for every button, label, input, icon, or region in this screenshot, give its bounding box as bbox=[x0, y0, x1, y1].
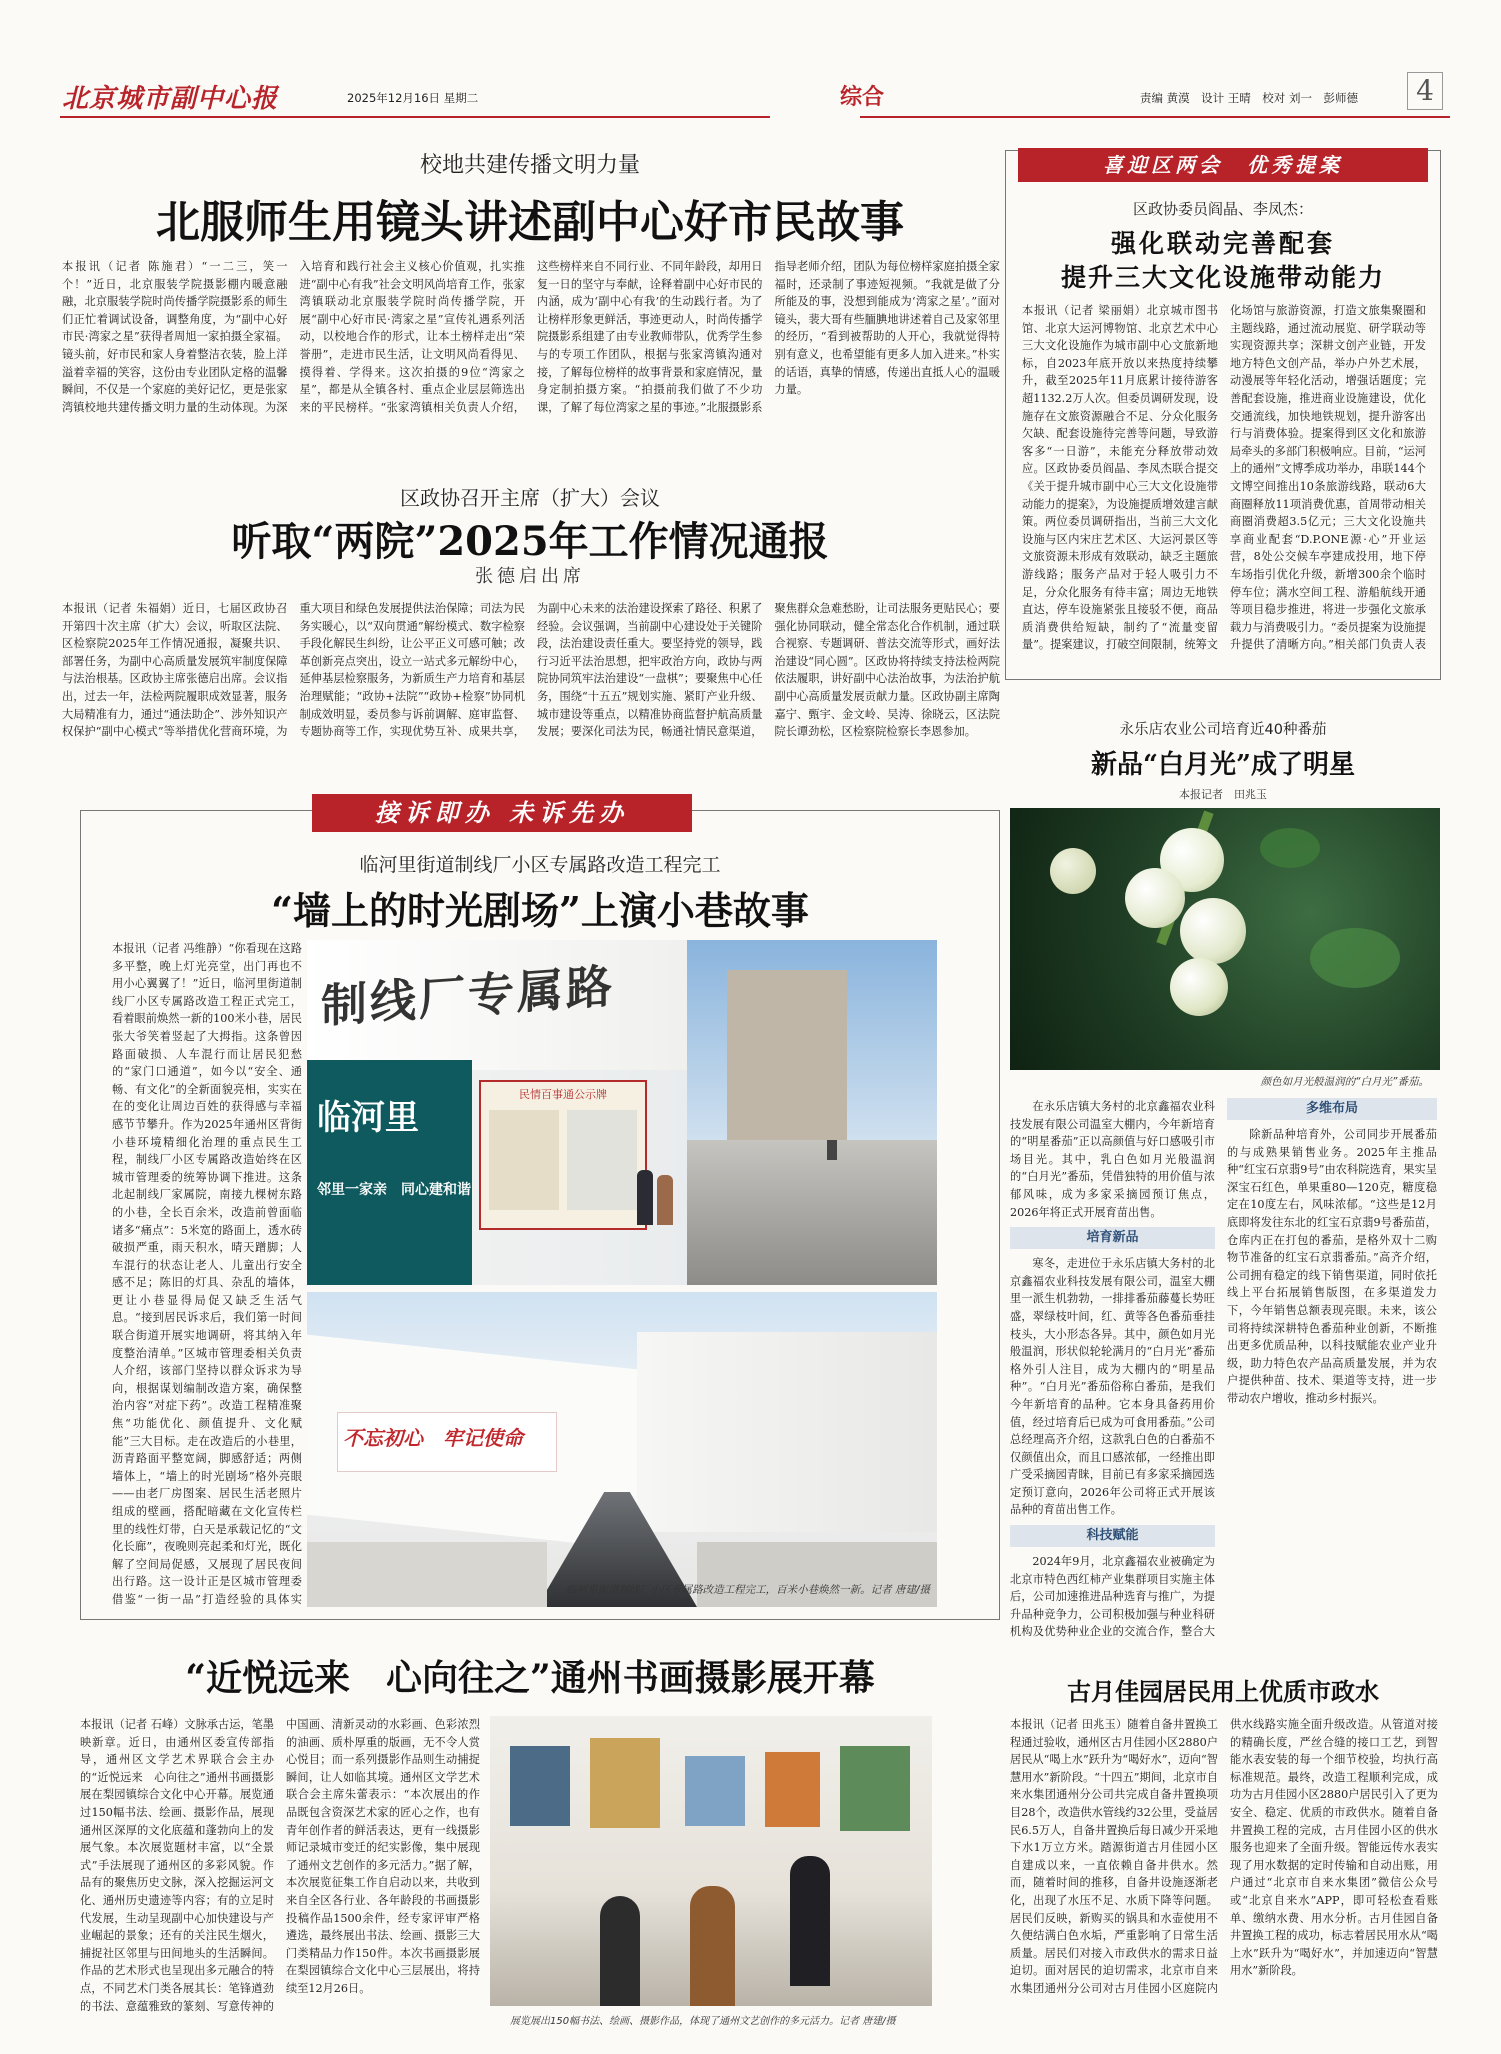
story4-body: 本报讯（记者 石峰）文脉承古运，笔墨映新章。近日，由通州区委宣传部指导，通州区文学艺术界联合会主办的“近悦远来 心向往之”通州书画摄影展在梨园镇综合文化中心开幕。展览通过150幅书法、绘画、摄影作品，展现通州区深厚的文化底蕴和蓬勃向上的发展气象。本次展览题材丰富，以“全景式”手法展现了通州区的多彩风貌。作品有的聚焦历史文脉，深入挖掘运河文化、通州历史遗迹等内容；有的立足时代发展，生动呈现副中心加快建设与产业崛起的景象；还有的关注民生烟火，捕捉社区邻里与田间地头的生活瞬间。作品的艺术形式也呈现出多元融合的特点，不同艺术门类各展其长：笔锋遒劲的书法、意蕴雅致的篆刻、写意传神的中国画、清新灵动的水彩画、色彩浓烈的油画、质朴厚重的版画，无不令人赏心悦目；而一系列摄影作品则生动捕捉瞬间，让人如临其境。通州区文学艺术联合会主席朱蕾表示：“本次展出的作品既包含资深艺术家的匠心之作，也有青年创作者的鲜活表达，更有一线摄影师记录城市变迁的纪实影像，集中展现了通州文艺创作的多元活力。”据了解，本次展览征集工作自启动以来，共收到来自全区各行业、各年龄段的书画摄影投稿作品1500余件，经专家评审严格遴选，最终展出书法、绘画、摄影三大门类精品力作150件。本次书画摄影展在梨园镇综合文化中心三层展出，将持续至12月26日。 bbox=[80, 1718, 480, 2013]
page-number: 4 bbox=[1407, 72, 1443, 110]
story1-body: 本报讯（记者 陈施君）“一二三，笑一个！”近日，北京服装学院摄影棚内暖意融融，北京服装学院时尚传播学院摄影系的师生们正忙着调试设备，调整角度，为“副中心好市民·湾家之星”获得者周旭一家拍摄全家福。镜头前，好市民和家人身着整洁衣装，脸上洋溢着幸福的笑容，这份由专业团队定格的温馨瞬间，不仅是一个家庭的美好记忆，更是张家湾镇校地共建传播文明力量的生动体现。为深入培育和践行社会主义核心价值观，扎实推进“副中心有我”社会文明风尚培育工作，张家湾镇联动北京服装学院时尚传播学院，开展“副中心好市民·湾家之星”宣传礼遇系列活动，以校地合作的形式，让本土榜样走出“荣誉册”，走进市民生活，让文明风尚看得见、摸得着、学得来。这次拍摄的9位“湾家之星”，都是从全镇各村、重点企业层层筛选出来的平民榜样。“张家湾镇相关负责人介绍，这些榜样来自不同行业、不同年龄段，却用日复一日的坚守与奉献，诠释着副中心好市民的内涵，成为‘副中心有我’的生动践行者。为了让榜样形象更鲜活，事迹更动人，时尚传播学院摄影系组建了由专业教师带队，优秀学生参与的专项工作团队，根据与张家湾镇沟通对接，了解每位榜样的故事背景和家庭情况，量身定制拍摄方案。“拍摄前我们做了不少功课，了解了每位湾家之星的事迹。”北服摄影系指导老师介绍，团队为每位榜样家庭拍摄全家福时，还录制了事迹短视频。“我就是做了分所能及的事，没想到能成为‘湾家之星’。”面对镜头，裴大哥有些腼腆地讲述着自己及家邻里的经历，“看到被帮助的人开心，我就觉得特别有意义，也希望能有更多人加入进来。”朴实的话语，真挚的情感，传递出直抵人心的温暖力量。 bbox=[62, 260, 1000, 414]
story6-photo bbox=[1010, 808, 1440, 1070]
masthead-section: 综合 bbox=[840, 85, 885, 110]
story2-headline: 听取“两院”2025年工作情况通报 bbox=[231, 518, 829, 565]
story3-kicker: 临河里街道制线厂小区专属路改造工程完工 bbox=[359, 854, 721, 876]
story1-kicker: 校地共建传播文明力量 bbox=[419, 153, 640, 178]
story5-body: 本报讯（记者 梁丽娟）北京城市图书馆、北京大运河博物馆、北京艺术中心三大文化设施作为城市副中心文旅新地标，自2023年底开放以来热度持续攀升，截至2025年11月底累计接待游客超1132.2万人次。但委员调研发现，设施存在文旅资源融合不足、分众化服务欠缺、配套设施待完善等问题，导致游客多“一日游”，未能充分释放带动效应。区政协委员阎晶、李凤杰联合提交《关于提升城市副中心三大文化设施带动能力的提案》，为设施提质增效建言献策。两位委员调研指出，当前三大文化设施与区内宋庄艺术区、大运河景区等文旅资源未形成有效联动，缺乏主题旅游线路；服务产品对于轻人吸引力不足，分众化服务有待丰富；周边无地铁直达，停车设施紧张且接驳不便，商品质消费供给短缺，制约了“流量变留量”。提案建议，打破空间限制，统筹文化场馆与旅游资源，打造文旅集聚圈和主题线路，通过流动展览、研学联动等实现资源共享；深耕文创产业链，开发地方特色文创产品，举办户外艺术展，动漫展等年轻化活动，增强话题度；完善配套设施，推进商业设施建设，优化交通流线，加快地铁规划，提升游客出行与消费体验。提案得到区文化和旅游局牵头的多部门积极响应。目前，“运河上的通州”文博季成功举办，串联144个文博空间推出10条旅游线路，联动6大商圈释放11项消费优惠，首周带动相关商圈消费超3.5亿元；三大文化设施共享商业配套“D.P.ONE源·心”开业运营，8处公交候车亭建成投用，地下停车场指引优化升级，新增300余个临时停车位；满水空间工程、游船航线开通等项目稳步推进，将进一步强化文旅承载力与消费吸引力。“委员提案为设施提升提供了清晰方向。”相关部门负责人表 bbox=[1022, 304, 1426, 652]
slogan-sign: 邻里一家亲 同心建和谐 bbox=[317, 1182, 471, 1198]
masthead-logo: 北京城市副中心报 bbox=[62, 84, 279, 114]
story6-section1-title: 培育新品 bbox=[1010, 1227, 1215, 1249]
story6-col-left bbox=[1010, 1098, 1215, 1638]
story3-headline: “墙上的时光剧场”上演小巷故事 bbox=[271, 888, 809, 933]
road-sign: 制线厂专属路 bbox=[321, 958, 615, 1034]
story2-subhead: 张德启出席 bbox=[475, 566, 585, 587]
story6-col-right bbox=[1227, 1098, 1437, 1638]
story6-intro: 在永乐店镇大务村的北京鑫福农业科技发展有限公司温室大棚内，今年新培育的“明星番茄”正以高颜值与好口感吸引市场目光。其中，乳白色如月光般温润的“白月光”番茄，凭借独特的用价值与浓郁风味，成为多家采摘园预订焦点，2026年将正式开展育苗出售。 bbox=[1010, 1100, 1215, 1219]
story6-kicker: 永乐店农业公司培育近40种番茄 bbox=[1119, 722, 1327, 738]
district-sign: 临河里 bbox=[317, 1098, 419, 1138]
masthead-rule-right bbox=[860, 116, 1450, 118]
story3-caption: 临河里街道制线厂小区专属路改造工程完工，百米小巷焕然一新。记者 唐建/摄 bbox=[566, 1584, 930, 1596]
story6-byline: 本报记者 田兆玉 bbox=[1179, 788, 1267, 801]
story5-headline-line2: 提升三大文化设施带动能力 bbox=[1060, 263, 1385, 292]
story6-section3-title: 多维布局 bbox=[1227, 1098, 1437, 1120]
story4-caption: 展览展出150幅书法、绘画、摄影作品，体现了通州文艺创作的多元活力。记者 唐建/摄 bbox=[510, 2016, 896, 2027]
masthead bbox=[52, 60, 1452, 120]
story7-body: 本报讯（记者 田兆玉）随着自备井置换工程通过验收，通州区古月佳园小区2880户居民从“喝上水”跃升为“喝好水”，迈向“智慧用水”新阶段。“十四五”期间，北京市自来水集团通州分公司共完成自备井置换项目28个，改造供水管线约32公里，受益居民6.5万人，自备井置换后每日减少开采地下水1万立方米。踏源街道古月佳园小区自建成以来，一直依赖自备井供水。然而，随着时间的推移，自备井设施逐渐老化，出现了水压不足、水质下降等问题。居民们反映，新购买的锅具和水壶使用不久便结满白色水垢，严重影响了日常生活质量。居民们对接入市政供水的需求日益迫切。面对居民的迫切需求，北京市自来水集团通州分公司对古月佳园小区庭院内供水线路实施全面升级改造。从管道对接的精确长度，严丝合缝的接口工艺，到智能水表安装的每一个细节校验，均执行高标准规范。最终，改造工程顺利完成，成功为古月佳园小区2880户居民引入了更为安全、稳定、优质的市政供水。随着自备井置换工程的完成，古月佳园小区的供水服务也迎来了全面升级。智能远传水表实现了用水数据的定时传输和自动出账，用户通过“北京市自来水集团”微信公众号或“北京自来水”APP，即可轻松查看账单、缴纳水费、用水分析。古月佳园自备井置换工程的成功，标志着居民用水从“喝上水”跃升为“喝好水”，并加速迈向“智慧用水”新阶段。 bbox=[1010, 1718, 1438, 1995]
story2-kicker: 区政协召开主席（扩大）会议 bbox=[400, 486, 660, 510]
story3-photo-bottom bbox=[307, 1292, 937, 1607]
story6-section1-body: 寒冬，走进位于永乐店镇大务村的北京鑫福农业科技发展有限公司，温室大棚里一派生机勃勃，一排排番茄藤蔓长势旺盛，翠绿枝叶间，红、黄等各色番茄垂挂枝头，大小形态各异。其中，颜色如月光般温润，形状似轮轮满月的“白月光”番茄格外引人注目，成为大棚内的“明星品种”。“白月光”番茄俗称白番茄，是我们今年新培育的品种。它本身具备药用价值，经过培育后已成为可食用番茄。”公司总经理高齐介绍，这款乳白色的白番茄不仅颜值出众，而且口感浓郁，一经推出即广受采摘园青睐，目前已有多家采摘园选定预订意向，2026年公司将正式开展该品种的育苗出售工作。 bbox=[1010, 1257, 1215, 1517]
story3-banner: 接诉即办 未诉先办 bbox=[312, 794, 692, 832]
story3-photo-top bbox=[307, 940, 937, 1285]
story3-body: 本报讯（记者 冯维静）“你看现在这路多平整，晚上灯光亮堂，出门再也不用小心翼翼了！”近日，临河里街道制线厂小区专属路改造工程正式完工，看着眼前焕然一新的100米小巷，居民张大爷笑着竖起了大拇指。这条曾因路面破损、人车混行而让居民犯愁的“家门口通道”，如今以“安全、通畅、有文化”的全新面貌亮相，实实在在的变化让周边百姓的获得感与幸福感节节攀升。作为2025年通州区背街小巷环境精细化治理的重点民生工程，制线厂小区专属路改造始终在区城市管理委的统筹协调下推进。这条北起制线厂家属院，南接九棵树东路的小巷，全长百余米，改造前曾面临诸多“痛点”：5米宽的路面上，透水砖破损严重，雨天积水，晴天蹭脚；人车混行的状态让老人、儿童出行安全感不足；陈旧的灯具、杂乱的墙体，更让小巷显得局促又缺乏生活气息。“接到居民诉求后，我们第一时间联合街道开展实地调研，将其纳入年度整治清单。”区城市管理委相关负责人介绍，该部门坚持以群众诉求为导向，根据谋划编制改造方案，确保整治内容“对症下药”。改造工程精准聚焦“功能优化、颜值提升、文化赋能”三大目标。走在改造后的小巷里，沥青路面平整宽阔，脚感舒适；两侧墙体上，“墙上的时光剧场”格外亮眼——由老厂房图案、居民生活老照片组成的壁画，搭配暗藏在文化宣传栏里的线性灯带，白天是承载记忆的“文化长廊”，夜晚则亮起柔和灯光，既化解了空间局促感，又展现了居民夜间出行路。这一设计正是区城市管理委借鉴“一街一品”打造经验的具体实 bbox=[112, 942, 302, 1606]
notice-board-title: 民情百事通公示牌 bbox=[519, 1088, 607, 1101]
story1-headline: 北服师生用镜头讲述副中心好市民故事 bbox=[156, 197, 904, 248]
wall-art: 不忘初心 牢记使命 bbox=[343, 1426, 523, 1450]
story6-caption: 颜色如月光般温润的“白月光”番茄。 bbox=[1260, 1076, 1429, 1088]
story3-body-col1 bbox=[112, 940, 302, 1608]
story5-banner: 喜迎区两会 优秀提案 bbox=[1018, 148, 1428, 182]
story5-headline-line1: 强化联动完善配套 bbox=[1110, 229, 1335, 258]
masthead-rule bbox=[60, 116, 770, 118]
story2-body: 本报讯（记者 朱福娟）近日，七届区政协召开第四十次主席（扩大）会议，听取区法院、区检察院2025年工作情况通报，凝聚共识、部署任务，为副中心高质量发展筑牢制度保障与法治根基。区政协主席张德启出席。会议指出，过去一年，法检两院履职成效显著，服务大局精准有力，通过“通法助企”、涉外知识产权保护“副中心模式”等举措优化营商环境，为重大项目和绿色发展提供法治保障；司法为民务实暖心，以“双向贯通”解纷模式、数字检察手段化解民生纠纷，让公平正义可感可触；改革创新亮点突出，设立一站式多元解纷中心，延伸基层检察服务，为新质生产力培育和基层治理赋能；“政协+法院”“政协+检察”协同机制成效明显，委员参与诉前调解、庭审监督、专题协商等工作，实现优势互补、成果共享，为副中心未来的法治建设探索了路径、积累了经验。会议强调，当前副中心建设处于关键阶段，法治建设责任重大。要坚持党的领导，践行习近平法治思想，把牢政治方向，政协与两院协同筑牢法治建设“一盘棋”；要聚焦中心任务，围绕“十五五”规划实施、紧盯产业升级、城市建设等重点，以精准协商监督护航高质量发展；要深化司法为民，畅通社情民意渠道，聚焦群众急难愁盼，让司法服务更贴民心；要强化协同联动，健全常态化合作机制，通过联合视察、专题调研、普法交流等形式，画好法治建设“同心圆”。区政协将持续支持法检两院依法履职，讲好副中心法治故事，为法治护航副中心高质量发展贡献力量。区政协副主席陶嘉宁、甄宇、金文岭、吴涛、徐晓云，区法院院长谭劲松，区检察院检察长李恩参加。 bbox=[62, 602, 1000, 739]
story5-kicker: 区政协委员阎晶、李凤杰： bbox=[1132, 200, 1313, 218]
story6-section2-body: 2024年9月，北京鑫福农业被确定为北京市特色西红柿产业集群项目实施主体后，公司加速推进品种选育与推广，为提升品种竞争力，公司积极加强与种业科研机构及优势种业企业的交流合作，整合大 bbox=[1010, 1555, 1215, 1638]
story4-photo bbox=[490, 1716, 932, 2006]
story7-headline: 古月佳园居民用上优质市政水 bbox=[1067, 1677, 1379, 1706]
masthead-credits: 责编 黄漠 设计 王晴 校对 刘一 彭师德 bbox=[1140, 91, 1358, 105]
story6-headline: 新品“白月光”成了明星 bbox=[1091, 750, 1355, 780]
story4-headline: “近悦远来 心向往之”通州书画摄影展开幕 bbox=[185, 1657, 875, 1699]
masthead-date: 2025年12月16日 星期二 bbox=[347, 91, 479, 105]
story6-section3-body: 除新品种培育外，公司同步开展番茄的与成熟果销售业务。2025年主推品种“红宝石京翡9号”由农科院选育，果实呈深宝石红色，单果重80—120克，糖度稳定在10度左右，风味浓郁。“这些是12月底即将发往东北的红宝石京翡9号番茄苗，仓库内正在打包的番茄，是格外双十二购物节准备的红宝石京翡番茄。”高齐介绍，公司拥有稳定的线下销售渠道，同时依托线上平台拓展销售版图，在多渠道发力下，今年销售总额表现亮眼。未来，该公司将持续深耕特色番茄种业创新，不断推出更多优质品种，以科技赋能农业产业升级，助力特色农产品高质量发展，并为农户提供种苗、技术、渠道等支持，进一步带动农户增收，推动乡村振兴。 bbox=[1227, 1128, 1437, 1405]
story6-section2-title: 科技赋能 bbox=[1010, 1525, 1215, 1547]
